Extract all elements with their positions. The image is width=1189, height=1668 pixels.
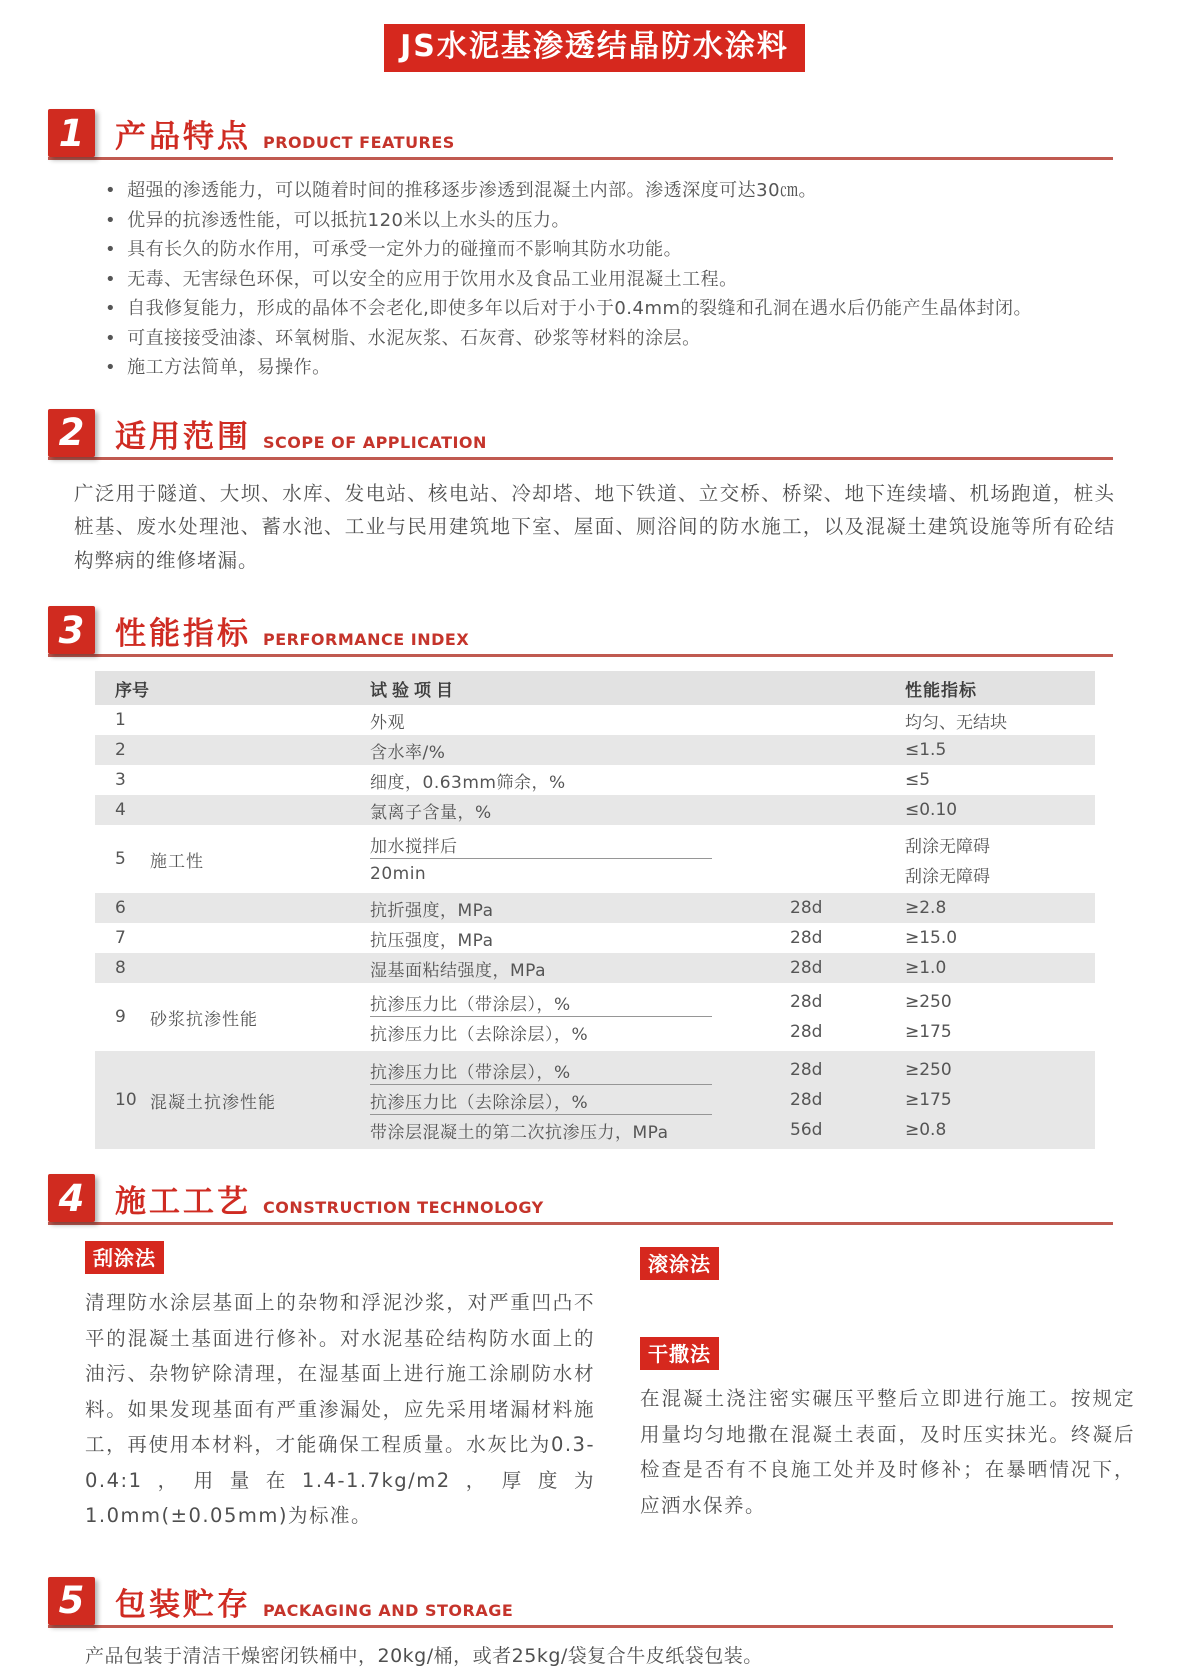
cell-test-item: 氯离子含量，% <box>370 802 492 823</box>
method-scrape-text: 清理防水涂层基面上的杂物和浮泥沙浆，对严重凹凸不平的混凝土基面进行修补。对水泥基砼结构防水面上的油污、杂物铲除清理，在湿基面上进行施工涂刷防水材料。如果发现基面有严重渗漏处，应先采用堵漏材料施工，再使用本材料，才能确保工程质量。水灰比为0.3-0.4:1，用量在1.4-1.7kg/m2，厚度为1.0mm(±0.05mm)为标准。 <box>85 1291 595 1527</box>
section-title: 性能指标 <box>115 616 251 653</box>
section-construction-header <box>48 1174 1113 1225</box>
cell-age: 28d <box>790 1090 823 1110</box>
section-features <box>48 109 1141 383</box>
section-subtitle: PRODUCT FEATURES <box>263 133 455 152</box>
cell-test-item: 抗渗压力比（带涂层），% <box>370 994 571 1015</box>
table-row <box>95 1051 1095 1149</box>
section-subtitle: SCOPE OF APPLICATION <box>263 432 487 452</box>
section-features-header <box>48 109 1113 160</box>
section-title: 产品特点 <box>115 119 251 156</box>
table-row <box>95 923 1095 953</box>
cell-test-item: 湿基面粘结强度，MPa <box>370 960 547 981</box>
section-scope-header <box>48 409 1113 460</box>
cell-age: 28d <box>790 928 823 948</box>
section-construction <box>48 1174 1141 1534</box>
cell-category: 混凝土抗渗性能 <box>150 1092 276 1113</box>
cell-test-item: 抗渗压力比（去除涂层），% <box>370 1092 589 1113</box>
section-number-badge: 3 <box>48 606 95 654</box>
cell-test-item: 带涂层混凝土的第二次抗渗压力，MPa <box>370 1122 669 1143</box>
cell-serial: 1 <box>115 710 126 730</box>
cell-serial: 7 <box>115 928 126 948</box>
section-number-badge: 2 <box>48 409 95 457</box>
method-dry-text: 在混凝土浇注密实碾压平整后立即进行施工。按规定用量均匀地撒在混凝土表面，及时压实抹光。终凝后检查是否有不良施工处并及时修补；在暴晒情况下，应洒水保养。 <box>640 1387 1135 1517</box>
column-header-index: 性能指标 <box>905 680 977 701</box>
cell-index: ≥15.0 <box>905 928 958 948</box>
cell-test-item: 抗渗压力比（去除涂层），% <box>370 1024 589 1045</box>
cell-age: 28d <box>790 1022 823 1042</box>
cell-index: ≥2.8 <box>905 898 947 918</box>
cell-serial: 9 <box>115 1007 126 1027</box>
section-subtitle: PACKAGING AND STORAGE <box>263 1600 514 1620</box>
feature-list <box>105 176 1141 383</box>
column-header-test-item: 试验项目 <box>370 680 458 701</box>
table-row <box>95 795 1095 825</box>
list-item: • 自我修复能力，形成的晶体不会老化,即使多年以后对于小于0.4mm的裂缝和孔洞在遇水后仍能产生晶体封闭。 <box>105 294 1141 324</box>
cell-serial: 6 <box>115 898 126 918</box>
cell-index: ≥175 <box>905 1090 952 1110</box>
table-row <box>95 953 1095 983</box>
cell-age: 28d <box>790 898 823 918</box>
cell-test-item: 细度，0.63mm筛余，% <box>370 772 566 793</box>
section-title: 包装贮存 <box>115 1586 251 1623</box>
cell-age: 56d <box>790 1120 823 1140</box>
cell-age: 28d <box>790 958 823 978</box>
list-item: • 优异的抗渗透性能，可以抵抗120米以上水头的压力。 <box>105 206 1141 236</box>
cell-serial: 10 <box>115 1090 137 1110</box>
section-number-badge: 4 <box>48 1174 95 1222</box>
cell-age: 28d <box>790 992 823 1012</box>
cell-test-item: 抗折强度，MPa <box>370 900 494 921</box>
packaging-paragraph: 产品包装于清洁干燥密闭铁桶中，20kg/桶，或者25kg/袋复合牛皮纸袋包装。 <box>85 1644 763 1667</box>
method-badge-roll: 滚涂法 <box>640 1247 719 1280</box>
section-title: 施工工艺 <box>115 1184 251 1221</box>
product-title: JS水泥基渗透结晶防水涂料 <box>384 24 805 72</box>
section-number-badge: 1 <box>48 109 95 157</box>
table-row <box>95 765 1095 795</box>
cell-test-item: 加水搅拌后 <box>370 836 458 857</box>
table-row <box>95 893 1095 923</box>
cell-index: 均匀、无结块 <box>905 712 1007 733</box>
method-badge-scrape: 刮涂法 <box>85 1241 164 1274</box>
method-roll-and-dry <box>640 1241 1135 1534</box>
cell-category: 施工性 <box>150 851 204 872</box>
construction-columns <box>85 1241 1141 1534</box>
table-row <box>95 983 1095 1051</box>
cell-category: 砂浆抗渗性能 <box>150 1009 258 1030</box>
cell-test-item: 抗压强度，MPa <box>370 930 494 951</box>
cell-test-item: 外观 <box>370 712 405 733</box>
cell-index: ≥0.8 <box>905 1120 947 1140</box>
cell-index: ≥175 <box>905 1022 952 1042</box>
cell-index: ≥250 <box>905 1060 952 1080</box>
cell-serial: 4 <box>115 800 126 820</box>
section-number-badge: 5 <box>48 1577 95 1625</box>
list-item: • 可直接接受油漆、环氧树脂、水泥灰浆、石灰膏、砂浆等材料的涂层。 <box>105 324 1141 354</box>
method-badge-dry: 干撒法 <box>640 1337 719 1370</box>
cell-serial: 3 <box>115 770 126 790</box>
section-performance <box>48 606 1141 1149</box>
section-performance-header <box>48 606 1113 657</box>
list-item: • 无毒、无害绿色环保，可以安全的应用于饮用水及食品工业用混凝土工程。 <box>105 265 1141 295</box>
table-row <box>95 825 1095 893</box>
cell-test-item: 抗渗压力比（带涂层），% <box>370 1062 571 1083</box>
cell-serial: 8 <box>115 958 126 978</box>
performance-table <box>95 671 1095 1149</box>
cell-test-item: 20min <box>370 864 427 884</box>
list-item: • 超强的渗透能力，可以随着时间的推移逐步渗透到混凝土内部。渗透深度可达30㎝。 <box>105 176 1141 206</box>
list-item: • 施工方法简单，易操作。 <box>105 353 1141 383</box>
cell-test-item: 含水率/% <box>370 742 446 763</box>
cell-index: ≤5 <box>905 770 931 790</box>
section-packaging-header <box>48 1577 1113 1628</box>
list-item: • 具有长久的防水作用，可承受一定外力的碰撞而不影响其防水功能。 <box>105 235 1141 265</box>
section-scope <box>48 409 1141 578</box>
cell-serial: 5 <box>115 849 126 869</box>
scope-paragraph: 广泛用于隧道、大坝、水库、发电站、核电站、冷却塔、地下铁道、立交桥、桥梁、地下连续墙、机场跑道，桩头桩基、废水处理池、蓄水池、工业与民用建筑地下室、屋面、厕浴间的防水施工，以及混凝土建筑设施等所有砼结构弊病的维修堵漏。 <box>74 481 1115 572</box>
cell-index: ≤1.5 <box>905 740 947 760</box>
table-row <box>95 705 1095 735</box>
banner-row <box>48 0 1141 72</box>
cell-index: 刮涂无障碍 <box>905 836 990 857</box>
cell-index: ≤0.10 <box>905 800 958 820</box>
section-subtitle: CONSTRUCTION TECHNOLOGY <box>263 1198 544 1217</box>
cell-age: 28d <box>790 1060 823 1080</box>
cell-serial: 2 <box>115 740 126 760</box>
cell-index: ≥250 <box>905 992 952 1012</box>
section-packaging <box>48 1577 1141 1668</box>
cell-index: ≥1.0 <box>905 958 947 978</box>
column-header-serial: 序号 <box>115 680 149 701</box>
method-scrape <box>85 1241 595 1534</box>
section-title: 适用范围 <box>115 418 251 455</box>
table-row <box>95 735 1095 765</box>
table-header-row <box>95 671 1095 705</box>
cell-index: 刮涂无障碍 <box>905 866 990 887</box>
section-subtitle: PERFORMANCE INDEX <box>263 630 470 649</box>
